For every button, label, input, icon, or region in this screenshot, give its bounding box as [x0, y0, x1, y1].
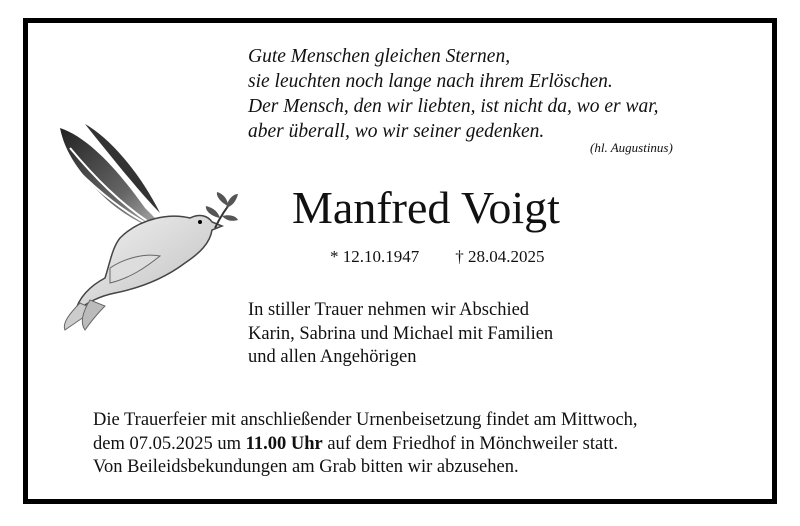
birth-date: * 12.10.1947: [330, 247, 420, 266]
poem-line: Der Mensch, den wir liebten, ist nicht da, wo er war,: [248, 96, 659, 117]
death-date: † 28.04.2025: [455, 247, 545, 266]
memorial-poem: [248, 44, 659, 144]
ceremony-date-text: dem 07.05.2025 um: [93, 433, 246, 454]
mourners-block: [248, 299, 553, 370]
ceremony-location-text: auf dem Friedhof in Mönchweiler statt.: [322, 433, 619, 454]
mourners-line: und allen Angehörigen: [248, 347, 417, 367]
dove-with-olive-branch-icon: [50, 118, 240, 333]
poem-line: Gute Menschen gleichen Sternen,: [248, 46, 511, 67]
mourners-line: Karin, Sabrina und Michael mit Familien: [248, 323, 554, 344]
ceremony-notice: [93, 409, 638, 480]
mourners-line: In stiller Trauer nehmen wir Abschied: [248, 300, 530, 320]
poem-attribution: (hl. Augustinus): [590, 140, 673, 155]
deceased-name: Manfred Voigt: [292, 182, 560, 233]
life-dates: [330, 247, 545, 267]
ceremony-line: Von Beileidsbekundungen am Grab bitten wir abzusehen.: [93, 457, 519, 477]
poem-line: sie leuchten noch lange nach ihrem Erlöschen.: [248, 71, 613, 92]
ceremony-line: [93, 433, 638, 457]
ceremony-time: 11.00 Uhr: [245, 433, 323, 454]
ceremony-line: Die Trauerfeier mit anschließender Urnenbeisetzung findet am Mittwoch,: [93, 410, 638, 430]
poem-line: aber überall, wo wir seiner gedenken.: [248, 121, 545, 142]
